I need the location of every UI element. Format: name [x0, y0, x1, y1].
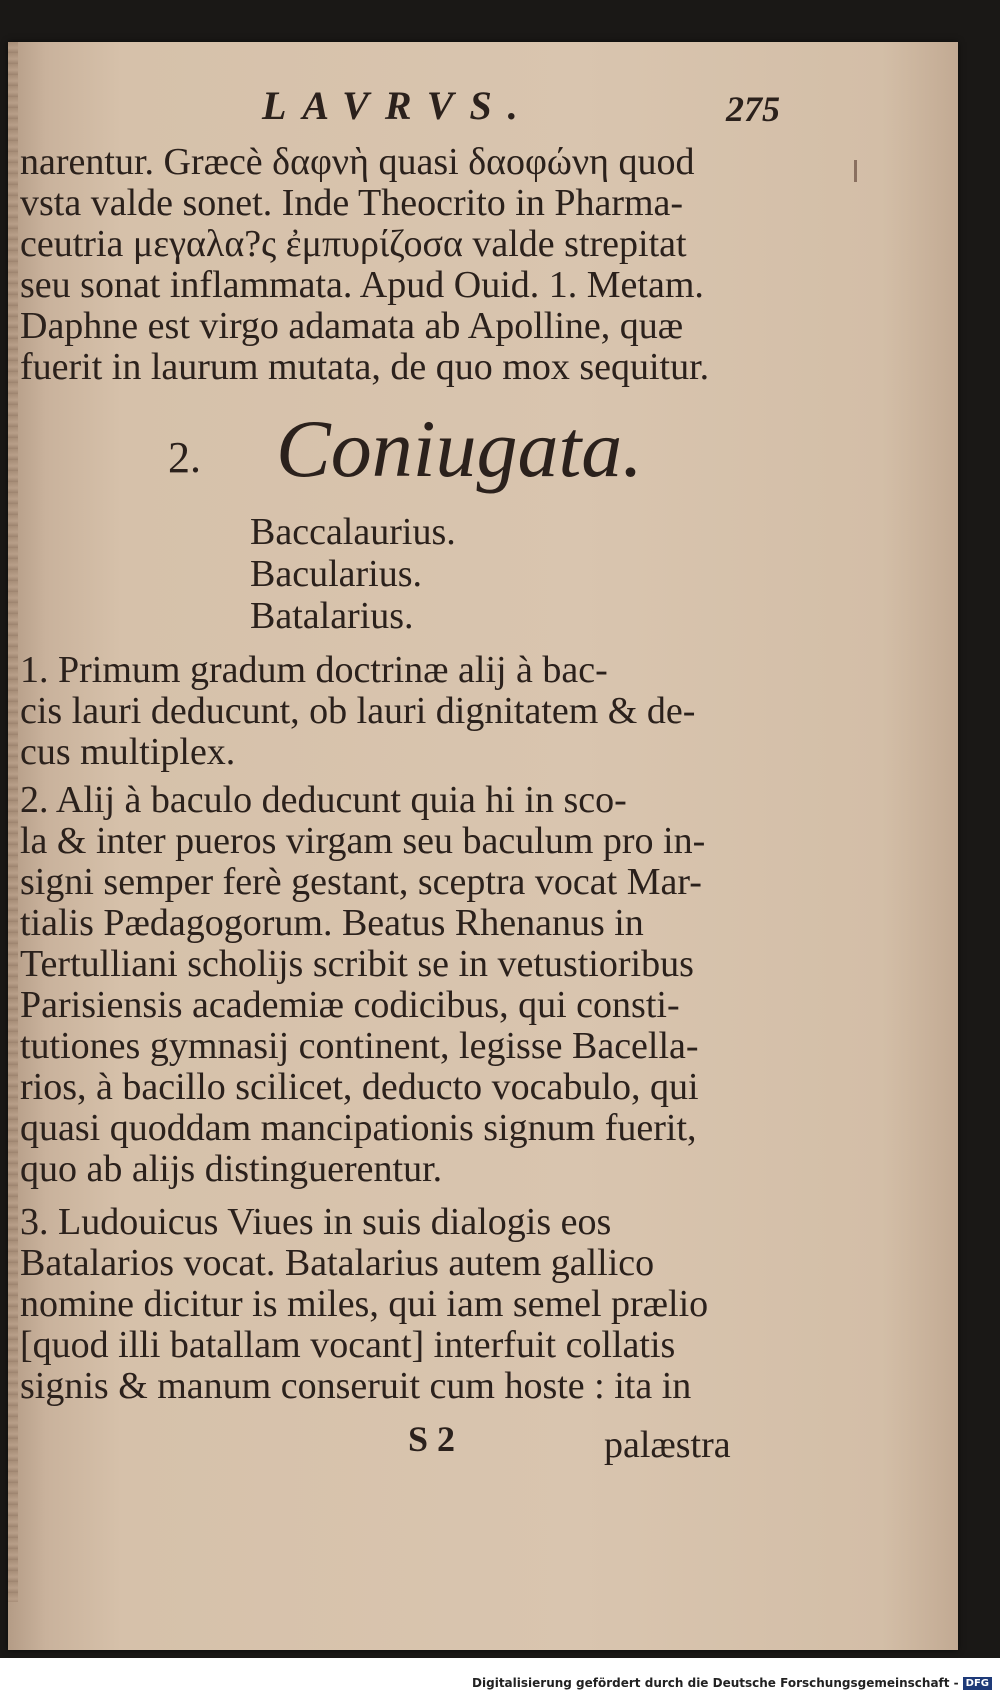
text-line: tutiones gymnasij continent, legisse Bacella-	[20, 1025, 699, 1067]
text-line: tialis Pædagogorum. Beatus Rhenanus in	[20, 902, 644, 944]
text-line: 1. Primum gradum doctrinæ alij à bac-	[20, 649, 608, 691]
page-edge	[8, 42, 18, 1602]
text-line: signis & manum conseruit cum hoste : ita in	[20, 1365, 692, 1407]
text-line: Batalarios vocat. Batalarius autem gallico	[20, 1242, 655, 1284]
dfg-logo: DFG	[963, 1677, 992, 1690]
text-line: narentur. Græcè δαφνὴ quasi δαοφώνη quod	[20, 141, 695, 183]
text-line: 2. Alij à baculo deducunt quia hi in sco-	[20, 779, 627, 821]
text-line: Daphne est virgo adamata ab Apolline, quæ	[20, 305, 684, 347]
text-line: nomine dicitur is miles, qui iam semel prælio	[20, 1283, 709, 1325]
term-item: Bacularius.	[250, 553, 423, 595]
page-number: 275	[726, 89, 780, 129]
footer-text: Digitalisierung gefördert durch die Deutsche Forschungsgemeinschaft -	[472, 1676, 959, 1690]
text-line: vsta valde sonet. Inde Theocrito in Pharma-	[20, 182, 684, 224]
term-item: Baccalaurius.	[250, 511, 456, 553]
text-line: [quod illi batallam vocant] interfuit collatis	[20, 1324, 676, 1366]
section-number: 2.	[168, 433, 201, 482]
term-item: Batalarius.	[250, 595, 414, 637]
text-line: Parisiensis academiæ codicibus, qui consti-	[20, 984, 680, 1026]
text-line: quo ab alijs distinguerentur.	[20, 1148, 443, 1190]
text-line: rios, à bacillo scilicet, deducto vocabulo, qui	[20, 1066, 699, 1108]
text-line: quasi quoddam mancipationis signum fuerit,	[20, 1107, 697, 1149]
text-line: la & inter pueros virgam seu baculum pro in-	[20, 820, 706, 862]
text-line: Tertulliani scholijs scribit se in vetustioribus	[20, 943, 694, 985]
margin-mark	[854, 160, 857, 182]
text-line: cus multiplex.	[20, 731, 236, 773]
catchword: palæstra	[604, 1424, 731, 1466]
section-heading: Coniugata.	[276, 403, 643, 494]
footer	[472, 1676, 992, 1690]
text-line: signi semper ferè gestant, sceptra vocat Mar-	[20, 861, 702, 903]
text-line: 3. Ludouicus Viues in suis dialogis eos	[20, 1201, 612, 1243]
text-line: fuerit in laurum mutata, de quo mox sequitur.	[20, 346, 710, 388]
running-head: LAVRVS.	[262, 83, 534, 128]
signature-mark: S 2	[408, 1419, 456, 1459]
text-line: ceutria μεγαλα?ς ἐμπυρίζοσα valde strepitat	[20, 223, 687, 265]
text-line: seu sonat inflammata. Apud Ouid. 1. Metam.	[20, 264, 704, 306]
text-line: cis lauri deducunt, ob lauri dignitatem & de-	[20, 690, 696, 732]
